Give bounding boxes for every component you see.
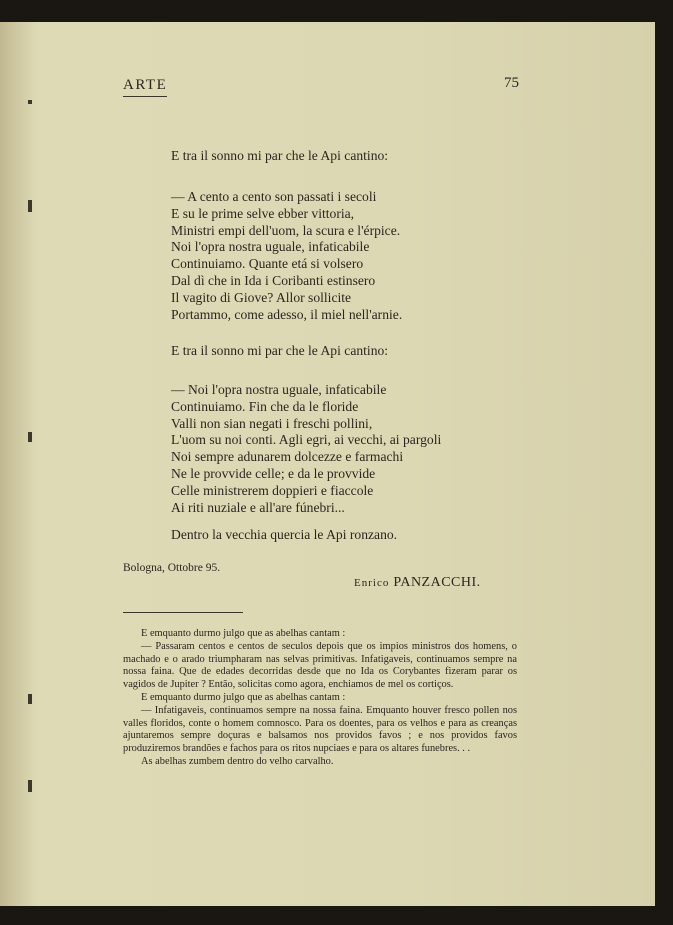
page-number: 75: [504, 75, 519, 91]
poem-line: Celle ministrerem doppieri e fiaccole: [171, 482, 374, 498]
refrain-line: E tra il sonno mi par che le Api cantino:: [171, 343, 389, 358]
poem-line: Ne le provvide celle; e da le provvide: [171, 465, 376, 481]
translation-notes: [123, 628, 517, 769]
poem-stanza-2: [171, 382, 441, 516]
author-first-name: Enrico: [354, 577, 390, 589]
poem-line: Continuiamo. Quante etá si volsero: [171, 256, 364, 272]
note-paragraph: — Infatigaveis, continuamos sempre na nossa faina. Emquanto houver fresco pollen nos valles floridos, conte o homem comnosco. Para os doentes, para os velhos e para as creanças ajuntaremos sempre doçuras e balsamos nos providos favos ; e nos providos favos produziremos brandões e fachos para os ritos nupciaes e para os altares funebres. . .: [123, 704, 517, 755]
poem-line: Dal dì che in Ida i Coribanti estinsero: [171, 272, 376, 288]
place-date: Bologna, Ottobre 95.: [123, 562, 221, 574]
author-signature: [354, 575, 481, 591]
margin-mark: [28, 780, 32, 792]
margin-mark: [28, 200, 32, 212]
poem-line: — A cento a cento son passati i secoli: [171, 189, 377, 204]
note-paragraph: — Passaram centos e centos de seculos depois que os impios ministros dos homens, o machado e o arado triumpharam nas selvas primitivas. Infatigaveis, continuamos sempre na nossa faina. Que de edades decorridas desde que no Ida os Corybantes fizeram parar os vagidos de Jupiter ? Então, solicitas como agora, enchiamos de mel os cortiços.: [123, 640, 517, 691]
poem-line: Ai riti nuziale e all'are fúnebri...: [171, 499, 345, 515]
page-gutter: [0, 22, 34, 906]
note-paragraph: E emquanto durmo julgo que as abelhas cantam :: [141, 628, 346, 639]
running-header-section: ARTE: [123, 77, 167, 97]
author-last-name: PANZACCHI.: [393, 575, 481, 590]
closing-line: Dentro la vecchia quercia le Api ronzano.: [171, 527, 398, 542]
poem-line: Ministri empi dell'uom, la scura e l'érpice.: [171, 222, 401, 238]
poem-line: Il vagito di Giove? Allor sollicite: [171, 289, 352, 305]
poem-line: Continuiamo. Fin che da le floride: [171, 398, 359, 414]
margin-mark: [28, 432, 32, 442]
note-paragraph: E emquanto durmo julgo que as abelhas cantam :: [141, 691, 346, 703]
poem-line: Noi sempre adunarem dolcezze e farmachi: [171, 449, 404, 465]
margin-mark: [28, 100, 32, 104]
poem-stanza-1: [171, 189, 402, 323]
margin-mark: [28, 694, 32, 704]
refrain-line: E tra il sonno mi par che le Api cantino:: [171, 148, 389, 163]
poem-line: Noi l'opra nostra uguale, infaticabile: [171, 239, 370, 255]
note-paragraph: As abelhas zumbem dentro do velho carvalho.: [141, 755, 334, 767]
poem-line: Portammo, come adesso, il miel nell'arnie.: [171, 306, 403, 322]
poem-line: — Noi l'opra nostra uguale, infaticabile: [171, 382, 387, 397]
poem-line: L'uom su noi conti. Agli egri, ai vecchi, ai pargoli: [171, 432, 442, 448]
poem-line: Valli non sian negati i freschi pollini,: [171, 415, 373, 431]
poem-line: E su le prime selve ebber vittoria,: [171, 205, 355, 221]
footnote-rule: [123, 612, 243, 613]
